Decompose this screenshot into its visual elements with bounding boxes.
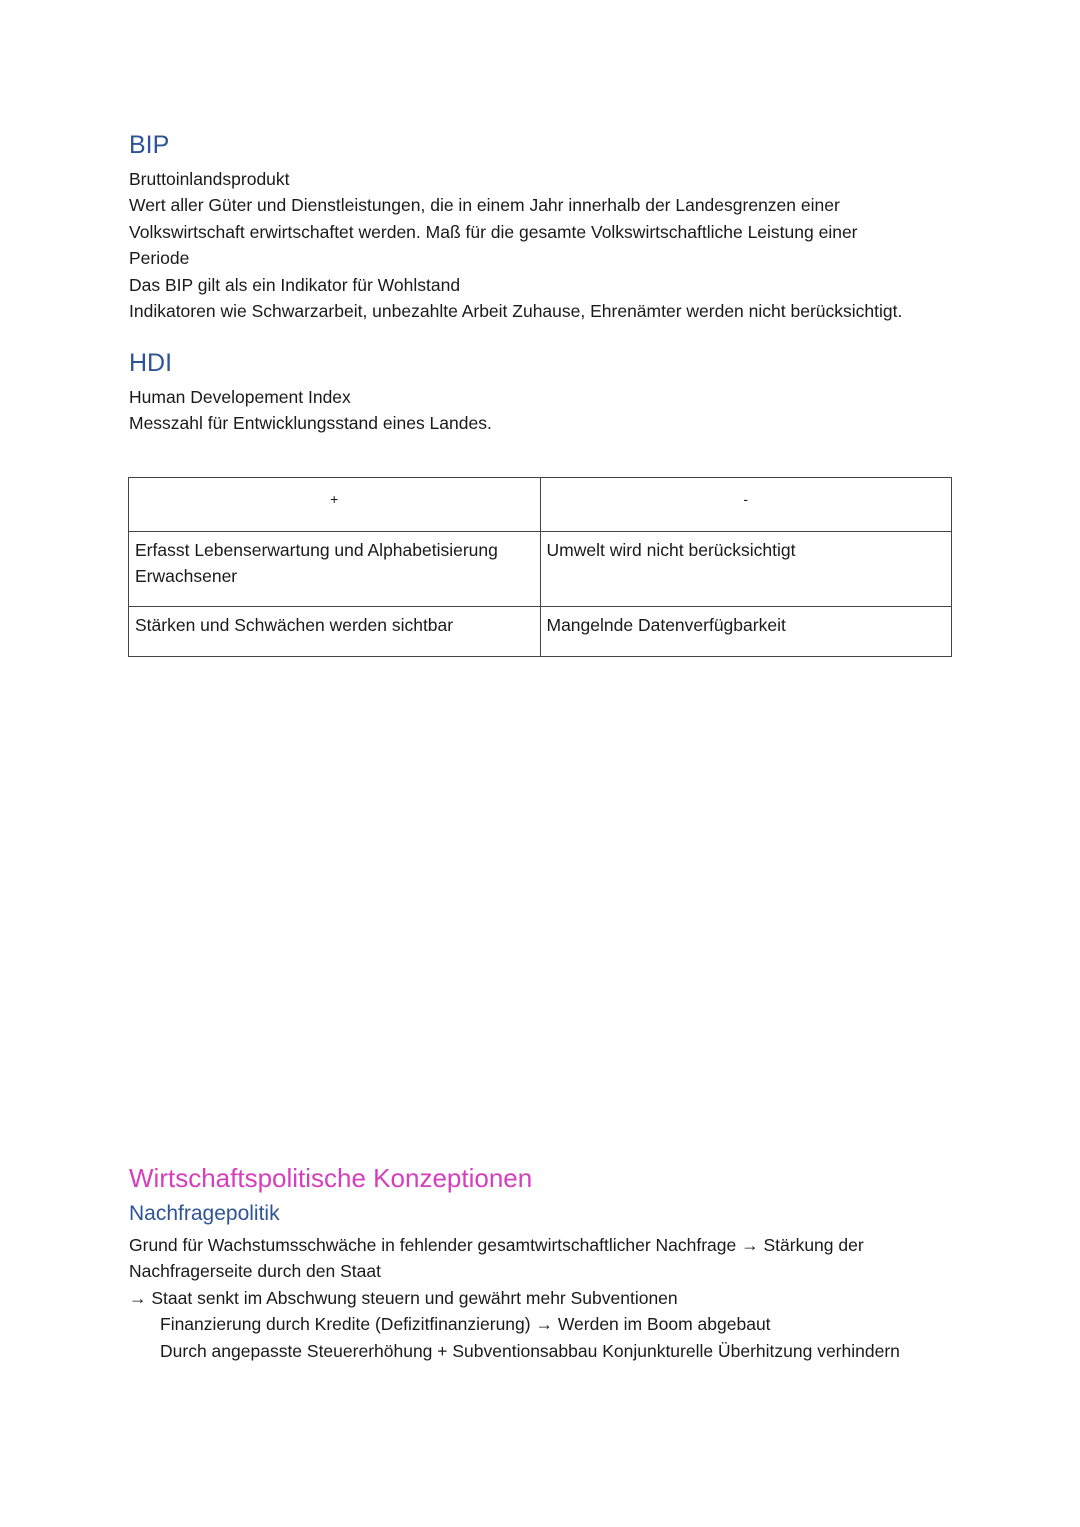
bip-text [129,166,959,324]
table-cell: Mangelnde Datenverfügbarkeit [540,607,952,657]
text-line: → Staat senkt im Abschwung steuern und gewährt mehr Subventionen [129,1287,678,1308]
table-cell: Stärken und Schwächen werden sichtbar [129,607,541,657]
table-row [129,607,952,657]
subsection-title-nachfragepolitik: Nachfragepolitik [129,1202,280,1225]
table-cell: Erfasst Lebenserwartung und Alphabetisierung Erwachsener [129,532,541,607]
bip-line: Bruttoinlandsprodukt [129,169,290,189]
pros-cons-table [128,477,952,657]
indented-text-line: Durch angepasste Steuererhöhung + Subventionsabbau Konjunkturelle Überhitzung verhindern [160,1340,900,1361]
bip-line: Indikatoren wie Schwarzarbeit, unbezahlte Arbeit Zuhause, Ehrenämter werden nicht berücksichtigt. [129,301,903,322]
bip-line: Volkswirtschaft erwirtschaftet werden. Maß für die gesamte Volkswirtschaftliche Leistung einer [129,221,858,242]
nachfragepolitik-text [129,1232,959,1364]
text-line: Grund für Wachstumsschwäche in fehlender gesamtwirtschaftlicher Nachfrage → Stärkung der [129,1235,864,1255]
table-header-con: - [540,478,952,532]
table-cell: Umwelt wird nicht berücksichtigt [540,532,952,607]
table-header-row [129,478,952,532]
table-header-pro: + [129,478,541,532]
text-line: Nachfragerseite durch den Staat [129,1261,381,1282]
bip-line: Das BIP gilt als ein Indikator für Wohlstand [129,274,461,295]
hdi-line: Messzahl für Entwicklungsstand eines Landes. [129,413,492,434]
hdi-text [129,384,959,437]
section-title-bip: BIP [129,131,170,159]
section-title-wirtschaft: Wirtschaftspolitische Konzeptionen [129,1163,533,1193]
hdi-line: Human Developement Index [129,387,351,407]
section-title-hdi: HDI [129,349,173,377]
bip-line: Wert aller Güter und Dienstleistungen, die in einem Jahr innerhalb der Landesgrenzen einer [129,195,840,216]
indented-text-line: Finanzierung durch Kredite (Defizitfinanzierung) → Werden im Boom abgebaut [160,1314,771,1335]
bip-line: Periode [129,248,190,269]
table-row [129,532,952,607]
